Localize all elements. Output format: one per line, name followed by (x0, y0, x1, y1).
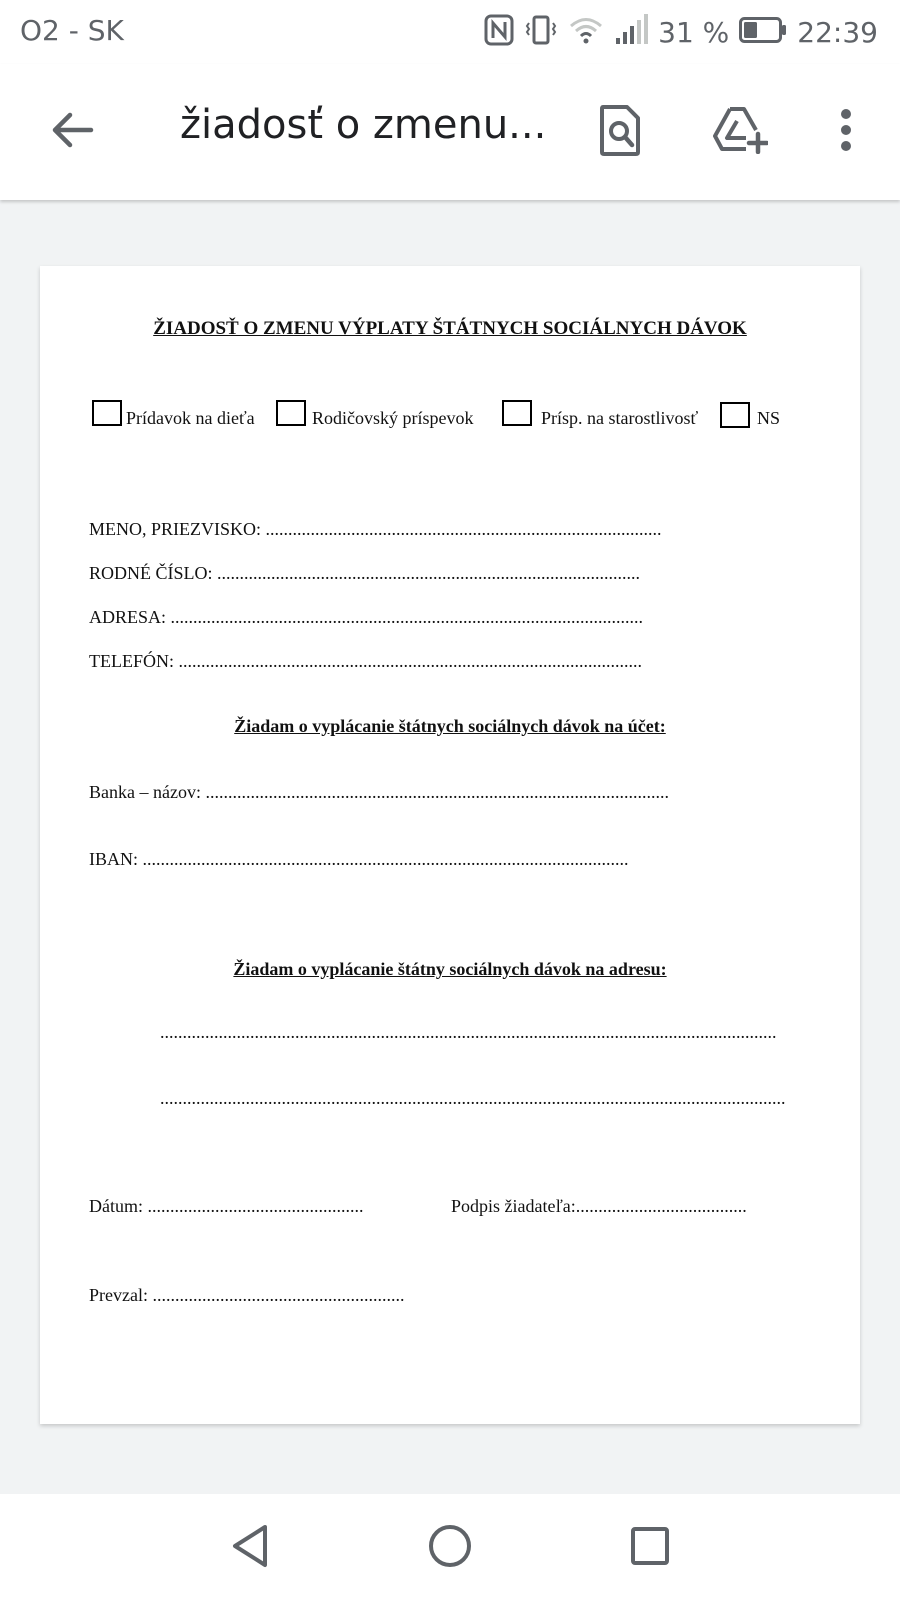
address-line-2: ........................................................................................................................................... (160, 1088, 786, 1108)
checkbox-ns[interactable] (720, 402, 750, 428)
navigation-bar (0, 1494, 900, 1600)
battery-percent: 31 % (658, 15, 730, 49)
field-phone: TELEFÓN: ....................................................................................................... (89, 651, 642, 671)
more-vert-icon (839, 108, 853, 156)
nav-recents-button[interactable] (618, 1516, 682, 1580)
nfc-icon (484, 14, 514, 50)
carrier-name: O2 - SK (20, 14, 124, 47)
back-button[interactable] (40, 100, 104, 164)
field-signature: Podpis žiadateľa:...................................... (451, 1196, 747, 1216)
status-icons (484, 12, 878, 52)
clock: 22:39 (797, 15, 878, 49)
field-received-by: Prevzal: ........................................................ (89, 1285, 405, 1305)
address-line-1: ......................................................................................................................................... (160, 1022, 777, 1042)
section-heading-account: Žiadam o vyplácanie štátnych sociálnych dávok na účet: (234, 716, 666, 736)
nav-back-button[interactable] (218, 1516, 282, 1580)
vibrate-icon (524, 14, 558, 50)
field-birth-number: RODNÉ ČÍSLO: .............................................................................................. (89, 563, 641, 583)
checkbox-label-ns: NS (757, 408, 781, 428)
recents-square-icon (629, 1525, 671, 1571)
checkbox-label-parental-allowance: Rodičovský príspevok (312, 408, 474, 428)
field-name: MENO, PRIEZVISKO: ........................................................................................ (89, 519, 662, 539)
add-to-drive-button[interactable] (708, 100, 772, 164)
more-options-button[interactable] (820, 100, 872, 164)
section-heading-address: Žiadam o vyplácanie štátny sociálnych dávok na adresu: (233, 959, 667, 979)
field-address: ADRESA: ......................................................................................................... (89, 607, 644, 627)
status-bar (0, 0, 900, 64)
document-title: žiadosť o zmenu... (180, 102, 547, 148)
find-in-page-button[interactable] (588, 100, 652, 164)
battery-icon (739, 17, 787, 47)
find-in-page-icon (599, 104, 641, 160)
app-bar (0, 64, 900, 200)
checkbox-label-care-allowance: Prísp. na starostlivosť (541, 408, 699, 428)
home-circle-icon (427, 1523, 473, 1573)
wifi-icon (568, 14, 604, 50)
back-triangle-icon (229, 1523, 271, 1573)
checkbox-child-allowance[interactable] (92, 400, 122, 426)
document-page[interactable] (40, 266, 860, 1424)
checkbox-care-allowance[interactable] (502, 400, 532, 426)
nav-home-button[interactable] (418, 1516, 482, 1580)
field-iban: IBAN: ............................................................................................................ (89, 849, 629, 869)
add-to-drive-icon (712, 106, 768, 158)
field-date: Dátum: ................................................ (89, 1196, 364, 1216)
field-bank-name: Banka – názov: ....................................................................................................... (89, 782, 669, 802)
form-title: ŽIADOSŤ O ZMENU VÝPLATY ŠTÁTNYCH SOCIÁLNYCH DÁVOK (153, 318, 747, 339)
checkbox-parental-allowance[interactable] (276, 400, 306, 426)
checkbox-label-child-allowance: Prídavok na dieťa (126, 408, 255, 428)
back-arrow-icon (50, 110, 94, 154)
signal-icon (614, 14, 648, 50)
